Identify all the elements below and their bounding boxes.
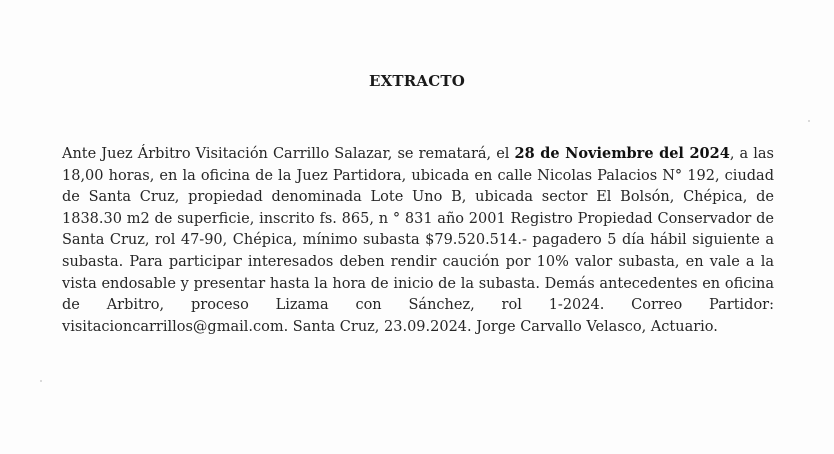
scan-speck bbox=[808, 120, 810, 122]
auction-date: 28 de Noviembre del 2024 bbox=[514, 145, 730, 162]
document-title: EXTRACTO bbox=[368, 72, 466, 90]
paragraph-body: , a las 18,00 horas, en la oficina de la Juez Partidora, ubicada en calle Nicolas Palacios N° 192, ciudad de Santa Cruz, propiedad denominada Lote Uno B, ubicada sector El Bolsón, Chépica, de 1838.30 m2 de superficie, inscrito fs. 865, n ° 831 año 2001 Registro Propiedad Conservador de Santa Cruz, rol 47-90, Chépica, mínimo subasta $79.520.514.- pagadero 5 día hábil siguiente a subasta. Para participar interesados deben rendir caución por 10% valor subasta, en vale a la vista endosable y presentar hasta la hora de inicio de la subasta. Demás antecedentes en oficina de Arbitro, proceso Lizama con Sánchez, rol 1-2024. Correo Partidor: visitacioncarrillos@gmail.com. Santa Cruz, 23.09.2024. Jorge Carvallo Velasco, Actuario. bbox=[62, 146, 774, 335]
extract-paragraph bbox=[62, 143, 774, 338]
paragraph-intro: Ante Juez Árbitro Visitación Carrillo Salazar, se rematará, el bbox=[62, 146, 515, 162]
scan-speck bbox=[40, 380, 42, 382]
